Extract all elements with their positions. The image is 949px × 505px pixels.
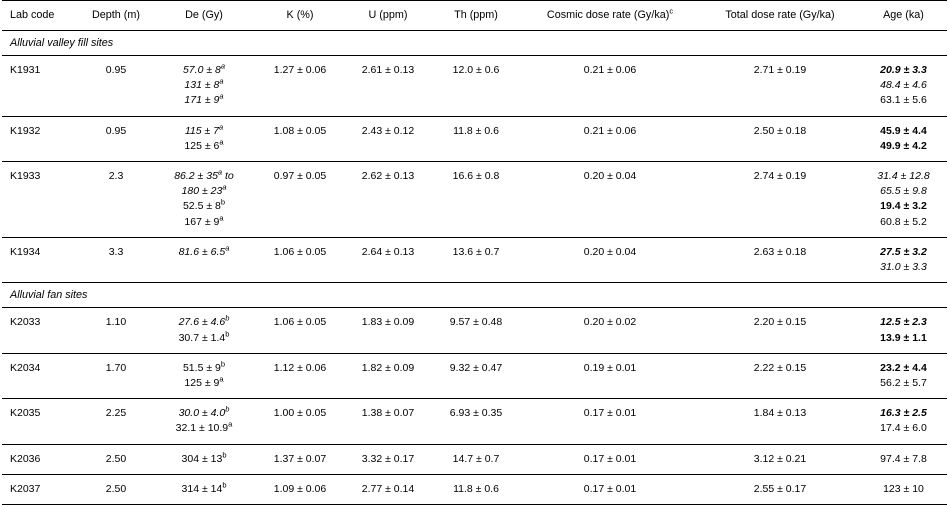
cell-u xyxy=(344,55,432,116)
cell-k-line: 1.06 ± 0.05 xyxy=(273,245,327,258)
cell-lab-code-lines xyxy=(10,482,77,497)
cell-u-line: 2.43 ± 0.12 xyxy=(361,124,415,137)
cell-th-line: 14.7 ± 0.7 xyxy=(452,452,500,465)
cell-de-line: $125 \pm 9^a$ xyxy=(184,374,224,390)
cell-u-lines xyxy=(347,452,429,467)
cell-de-line: 32.1 ± 10.9$^a$ xyxy=(175,419,233,435)
cell-depth-line: 0.95 xyxy=(105,63,127,76)
cell-cosmic-dose-rate xyxy=(520,444,700,474)
cell-lab-code-line: K1932 xyxy=(10,124,41,137)
cell-age-lines xyxy=(863,63,944,109)
cell-age xyxy=(860,237,947,282)
column-header-depth: Depth (m) xyxy=(80,1,152,31)
cell-age-line: 48.4 ± 4.6 xyxy=(880,79,927,92)
cell-k-lines xyxy=(259,315,341,330)
cell-depth-line: 1.10 xyxy=(105,316,127,329)
cell-de xyxy=(152,444,256,474)
cell-de xyxy=(152,399,256,444)
cell-total-dose-rate xyxy=(700,237,860,282)
cell-total-dose-rate-lines xyxy=(703,124,857,139)
cell-age-line: 49.9 ± 4.2 xyxy=(880,139,927,152)
cell-k-line: 1.08 ± 0.05 xyxy=(273,124,327,137)
column-header-u: U (ppm) xyxy=(344,1,432,31)
cell-de-line: 30.0 ± 4.0$^b$ xyxy=(178,404,230,420)
cell-depth xyxy=(80,55,152,116)
cell-de-line: $125 \pm 6^a$ xyxy=(184,137,224,152)
cell-th xyxy=(432,308,520,353)
cell-de xyxy=(152,353,256,398)
cell-th-lines xyxy=(435,482,517,497)
cell-lab-code-line: K2034 xyxy=(10,361,41,374)
cell-age-lines xyxy=(863,169,944,230)
cell-th xyxy=(432,353,520,398)
cell-th xyxy=(432,399,520,444)
cell-cosmic-dose-rate xyxy=(520,308,700,353)
cell-total-dose-rate-lines xyxy=(703,361,857,376)
cell-age-lines xyxy=(863,406,944,436)
cell-u-line: 2.62 ± 0.13 xyxy=(361,170,415,183)
cell-th xyxy=(432,237,520,282)
cell-depth-lines xyxy=(83,406,149,421)
cell-lab-code-line: K2036 xyxy=(10,452,41,465)
cell-depth xyxy=(80,474,152,504)
cell-th-lines xyxy=(435,452,517,467)
cell-th-line: 11.8 ± 0.6 xyxy=(453,124,499,137)
column-header-total-dose-rate: Total dose rate (Gy/ka) xyxy=(700,1,860,31)
cell-u xyxy=(344,353,432,398)
cell-lab-code-lines xyxy=(10,63,77,78)
table-row xyxy=(2,162,947,238)
cell-age-line: 123 ± 10 xyxy=(883,482,924,495)
cell-age-line: 13.9 ± 1.1 xyxy=(880,331,927,344)
cell-cosmic-dose-rate xyxy=(520,399,700,444)
cell-age-line: 45.9 ± 4.4 xyxy=(880,124,927,137)
cell-lab-code-line: K1934 xyxy=(10,245,41,258)
cell-depth xyxy=(80,444,152,474)
cell-k xyxy=(256,444,344,474)
cell-depth-line: 0.95 xyxy=(105,124,127,137)
cell-k-lines xyxy=(259,361,341,376)
cell-u-line: 1.82 ± 0.09 xyxy=(361,361,415,374)
cell-total-dose-rate xyxy=(700,308,860,353)
cell-th-line: 9.32 ± 0.47 xyxy=(449,361,503,374)
cell-k xyxy=(256,399,344,444)
cell-th xyxy=(432,55,520,116)
cell-total-dose-rate-line: 1.84 ± 0.13 xyxy=(753,407,807,420)
cell-u-lines xyxy=(347,361,429,376)
cell-lab-code xyxy=(2,353,80,398)
cell-cosmic-dose-rate-lines xyxy=(523,169,697,184)
cell-age xyxy=(860,474,947,504)
cell-de-line: $115 \pm 7^a$ xyxy=(184,122,224,137)
cell-cosmic-dose-rate-line: 0.17 ± 0.01 xyxy=(583,407,637,420)
cell-cosmic-dose-rate xyxy=(520,353,700,398)
cell-de-line: $304 \pm 13^b$ xyxy=(181,450,227,465)
cell-de xyxy=(152,308,256,353)
cell-u-lines xyxy=(347,245,429,260)
cell-depth-line: 1.70 xyxy=(105,361,127,374)
cell-th-lines xyxy=(435,245,517,260)
cell-u xyxy=(344,474,432,504)
cell-k-line: 1.06 ± 0.05 xyxy=(273,316,327,329)
cell-lab-code-lines xyxy=(10,315,77,330)
cell-k-lines xyxy=(259,406,341,421)
table-row xyxy=(2,474,947,504)
cell-de xyxy=(152,237,256,282)
cell-k xyxy=(256,162,344,238)
table-row xyxy=(2,116,947,161)
cell-de xyxy=(152,474,256,504)
cell-cosmic-dose-rate-line: 0.17 ± 0.01 xyxy=(583,452,637,465)
table-row xyxy=(2,353,947,398)
cell-k-lines xyxy=(259,169,341,184)
cell-cosmic-dose-rate-line: 0.19 ± 0.01 xyxy=(583,361,637,374)
cell-total-dose-rate-line: 2.55 ± 0.17 xyxy=(753,482,807,495)
cell-th-lines xyxy=(435,169,517,184)
cell-cosmic-dose-rate-line: 0.21 ± 0.06 xyxy=(583,124,637,137)
cell-depth-lines xyxy=(83,124,149,139)
cell-depth-line: 2.50 xyxy=(105,482,127,495)
cell-k xyxy=(256,237,344,282)
cell-cosmic-dose-rate-lines xyxy=(523,361,697,376)
cell-th-line: 13.6 ± 0.7 xyxy=(452,245,500,258)
cell-age-line: 20.9 ± 3.3 xyxy=(880,63,927,76)
cell-de-line: 30.7 ± 1.4$^b$ xyxy=(178,329,230,344)
cell-lab-code-lines xyxy=(10,361,77,376)
cell-lab-code xyxy=(2,116,80,161)
cell-de-line: $51.5 \pm 9^b$ xyxy=(182,359,226,374)
cell-th-lines xyxy=(435,315,517,330)
cell-depth xyxy=(80,399,152,444)
cell-th xyxy=(432,474,520,504)
cell-total-dose-rate-line: 2.74 ± 0.19 xyxy=(753,170,807,183)
cell-depth-lines xyxy=(83,63,149,78)
cell-age xyxy=(860,55,947,116)
cell-lab-code xyxy=(2,444,80,474)
cell-cosmic-dose-rate-lines xyxy=(523,406,697,421)
cell-lab-code xyxy=(2,308,80,353)
column-header-cosmic-footnote: c xyxy=(669,6,674,16)
cell-th-line: 16.6 ± 0.8 xyxy=(452,170,500,183)
cell-lab-code-lines xyxy=(10,245,77,260)
section-heading-label: Alluvial fan sites xyxy=(2,283,947,308)
column-header-k: K (%) xyxy=(256,1,344,31)
cell-u-line: 3.32 ± 0.17 xyxy=(361,452,415,465)
cell-age-lines xyxy=(863,315,944,345)
cell-depth-line: 2.50 xyxy=(105,452,127,465)
cell-age-line: 12.5 ± 2.3 xyxy=(880,316,927,329)
cell-lab-code xyxy=(2,162,80,238)
cell-k-lines xyxy=(259,482,341,497)
cell-de-lines xyxy=(155,169,253,230)
cell-th xyxy=(432,162,520,238)
column-header-cosmic-dose-rate xyxy=(520,1,700,31)
cell-de-line: 81.6 ± 6.5$^a$ xyxy=(178,243,230,258)
cell-age xyxy=(860,116,947,161)
cell-u-line: 2.64 ± 0.13 xyxy=(361,245,415,258)
cell-th xyxy=(432,116,520,161)
cell-age-lines xyxy=(863,124,944,154)
cell-total-dose-rate-line: 2.50 ± 0.18 xyxy=(753,124,807,137)
cell-total-dose-rate xyxy=(700,474,860,504)
cell-th-line: 6.93 ± 0.35 xyxy=(449,407,503,420)
section-heading-row xyxy=(2,30,947,55)
table-header xyxy=(2,1,947,31)
cell-cosmic-dose-rate xyxy=(520,116,700,161)
cell-age-line: 17.4 ± 6.0 xyxy=(880,422,927,435)
table-row xyxy=(2,444,947,474)
cell-lab-code-lines xyxy=(10,452,77,467)
cell-total-dose-rate-lines xyxy=(703,169,857,184)
cell-de-line: 27.6 ± 4.6$^b$ xyxy=(178,313,230,329)
cell-age xyxy=(860,353,947,398)
cell-lab-code-lines xyxy=(10,169,77,184)
cell-k-line: 1.09 ± 0.06 xyxy=(273,482,327,495)
cell-total-dose-rate-lines xyxy=(703,245,857,260)
cell-lab-code xyxy=(2,399,80,444)
cell-de-lines xyxy=(155,124,253,154)
cell-de-lines xyxy=(155,482,253,497)
cell-cosmic-dose-rate-line: 0.20 ± 0.04 xyxy=(583,245,637,258)
cell-cosmic-dose-rate-lines xyxy=(523,124,697,139)
cell-k-line: 1.00 ± 0.05 xyxy=(273,407,327,420)
cell-de xyxy=(152,55,256,116)
cell-de-lines xyxy=(155,452,253,467)
cell-depth-lines xyxy=(83,169,149,184)
cell-th-lines xyxy=(435,406,517,421)
cell-k xyxy=(256,308,344,353)
header-row xyxy=(2,1,947,31)
cell-u-lines xyxy=(347,124,429,139)
cell-k-line: 1.12 ± 0.06 xyxy=(273,361,327,374)
cell-u-line: 2.77 ± 0.14 xyxy=(361,482,415,495)
cell-k-line: 0.97 ± 0.05 xyxy=(273,170,327,183)
cell-u xyxy=(344,444,432,474)
cell-u-lines xyxy=(347,315,429,330)
cell-de-line: $167 \pm 9^a$ xyxy=(184,213,224,228)
column-header-th: Th (ppm) xyxy=(432,1,520,31)
cell-cosmic-dose-rate-line: 0.20 ± 0.04 xyxy=(583,170,637,183)
cell-u-line: 2.61 ± 0.13 xyxy=(361,63,415,76)
cell-age-line: 31.0 ± 3.3 xyxy=(880,261,927,274)
cell-u xyxy=(344,399,432,444)
cell-k xyxy=(256,474,344,504)
cell-total-dose-rate-lines xyxy=(703,406,857,421)
cell-cosmic-dose-rate-lines xyxy=(523,452,697,467)
cell-u-lines xyxy=(347,169,429,184)
cell-total-dose-rate-lines xyxy=(703,482,857,497)
cell-age-line: 65.5 ± 9.8 xyxy=(880,185,927,198)
cell-cosmic-dose-rate xyxy=(520,474,700,504)
cell-age-line: 63.1 ± 5.6 xyxy=(880,94,927,107)
cell-age-lines xyxy=(863,452,944,467)
cell-de-lines xyxy=(155,406,253,436)
cell-age-lines xyxy=(863,245,944,275)
cell-cosmic-dose-rate-line: 0.17 ± 0.01 xyxy=(583,482,637,495)
cell-u xyxy=(344,308,432,353)
cell-depth-line: 2.25 xyxy=(105,407,127,420)
cell-age xyxy=(860,399,947,444)
cell-u-line: 1.38 ± 0.07 xyxy=(361,407,415,420)
cell-lab-code xyxy=(2,237,80,282)
cell-k-line: 1.37 ± 0.07 xyxy=(273,452,327,465)
cell-depth-lines xyxy=(83,315,149,330)
cell-lab-code-line: K1933 xyxy=(10,170,41,183)
cell-u-lines xyxy=(347,482,429,497)
cell-de-lines xyxy=(155,361,253,391)
cell-total-dose-rate-line: 3.12 ± 0.21 xyxy=(753,452,807,465)
cell-total-dose-rate xyxy=(700,399,860,444)
cell-de-lines xyxy=(155,315,253,345)
cell-total-dose-rate-lines xyxy=(703,452,857,467)
cell-de-line: $131 \pm 8^a$ xyxy=(184,76,224,92)
cell-lab-code-line: K1931 xyxy=(10,63,41,76)
cell-de xyxy=(152,116,256,161)
cell-cosmic-dose-rate-line: 0.21 ± 0.06 xyxy=(583,63,637,76)
cell-depth-lines xyxy=(83,482,149,497)
cell-depth-line: 2.3 xyxy=(108,170,124,183)
cell-depth xyxy=(80,162,152,238)
column-header-de: De (Gy) xyxy=(152,1,256,31)
cell-de-lines xyxy=(155,63,253,109)
cell-cosmic-dose-rate-lines xyxy=(523,63,697,78)
cell-de-line: $57.0 \pm 8^a$ xyxy=(182,61,226,76)
cell-de-lines xyxy=(155,245,253,260)
column-header-lab-code: Lab code xyxy=(2,1,80,31)
cell-th-line: 9.57 ± 0.48 xyxy=(449,316,503,329)
cell-lab-code-line: K2035 xyxy=(10,407,41,420)
cell-cosmic-dose-rate xyxy=(520,237,700,282)
cell-cosmic-dose-rate xyxy=(520,162,700,238)
cell-age-line: 31.4 ± 12.8 xyxy=(877,170,930,183)
cell-age-line: 97.4 ± 7.8 xyxy=(880,452,927,465)
cell-k xyxy=(256,353,344,398)
cell-depth-line: 3.3 xyxy=(108,245,124,258)
cell-age-line: 27.5 ± 3.2 xyxy=(880,245,927,258)
cell-age-line: 56.2 ± 5.7 xyxy=(880,377,927,390)
cell-cosmic-dose-rate-lines xyxy=(523,482,697,497)
cell-total-dose-rate-line: 2.22 ± 0.15 xyxy=(753,361,807,374)
table-row xyxy=(2,55,947,116)
column-header-cosmic-text: Cosmic dose rate (Gy/ka) xyxy=(546,9,670,21)
cell-u-lines xyxy=(347,406,429,421)
cell-k-lines xyxy=(259,124,341,139)
cell-depth xyxy=(80,116,152,161)
cell-total-dose-rate-line: 2.71 ± 0.19 xyxy=(753,63,807,76)
cell-de-line: $171 \pm 9^a$ xyxy=(184,91,224,107)
cell-k-lines xyxy=(259,63,341,78)
cell-cosmic-dose-rate-line: 0.20 ± 0.02 xyxy=(583,316,637,329)
cell-total-dose-rate-line: 2.63 ± 0.18 xyxy=(753,245,807,258)
cell-th xyxy=(432,444,520,474)
cell-depth-lines xyxy=(83,452,149,467)
cell-age-line: 60.8 ± 5.2 xyxy=(880,215,927,228)
cell-k-lines xyxy=(259,245,341,260)
cell-total-dose-rate-lines xyxy=(703,315,857,330)
cell-age-lines xyxy=(863,361,944,391)
cell-th-line: 11.8 ± 0.6 xyxy=(453,482,499,495)
cell-total-dose-rate xyxy=(700,55,860,116)
cell-age-line: 19.4 ± 3.2 xyxy=(880,200,927,213)
cell-lab-code-line: K2037 xyxy=(10,482,41,495)
cell-cosmic-dose-rate-lines xyxy=(523,315,697,330)
cell-th-lines xyxy=(435,124,517,139)
cell-u-line: 1.83 ± 0.09 xyxy=(361,316,415,329)
cell-age xyxy=(860,308,947,353)
table-row xyxy=(2,237,947,282)
cell-th-lines xyxy=(435,361,517,376)
cell-k-lines xyxy=(259,452,341,467)
cell-depth xyxy=(80,237,152,282)
cell-depth-lines xyxy=(83,361,149,376)
column-header-age: Age (ka) xyxy=(860,1,947,31)
osl-dating-table xyxy=(2,0,947,505)
cell-de-line: $52.5 \pm 8^b$ xyxy=(182,197,226,213)
cell-depth xyxy=(80,353,152,398)
section-heading-row xyxy=(2,283,947,308)
section-heading-label: Alluvial valley fill sites xyxy=(2,30,947,55)
cell-lab-code-line: K2033 xyxy=(10,316,41,329)
cell-de xyxy=(152,162,256,238)
cell-age-lines xyxy=(863,482,944,497)
cell-u xyxy=(344,116,432,161)
cell-u xyxy=(344,162,432,238)
cell-k xyxy=(256,55,344,116)
table-row xyxy=(2,399,947,444)
cell-age xyxy=(860,444,947,474)
cell-age-line: 23.2 ± 4.4 xyxy=(880,361,927,374)
cell-total-dose-rate xyxy=(700,116,860,161)
cell-lab-code xyxy=(2,55,80,116)
cell-u-lines xyxy=(347,63,429,78)
cell-age xyxy=(860,162,947,238)
cell-de-line: $314 \pm 14^b$ xyxy=(181,480,227,495)
cell-de-line: $86.2 \pm 35^a$ to xyxy=(174,167,234,183)
cell-total-dose-rate-line: 2.20 ± 0.15 xyxy=(753,316,807,329)
cell-de-line: $180 \pm 23^a$ xyxy=(181,182,227,198)
cell-k-line: 1.27 ± 0.06 xyxy=(273,63,327,76)
cell-depth xyxy=(80,308,152,353)
cell-u xyxy=(344,237,432,282)
table-body xyxy=(2,30,947,504)
cell-cosmic-dose-rate xyxy=(520,55,700,116)
cell-lab-code-lines xyxy=(10,124,77,139)
cell-k xyxy=(256,116,344,161)
table-row xyxy=(2,308,947,353)
cell-total-dose-rate xyxy=(700,444,860,474)
cell-th-lines xyxy=(435,63,517,78)
cell-total-dose-rate xyxy=(700,162,860,238)
cell-total-dose-rate-lines xyxy=(703,63,857,78)
cell-cosmic-dose-rate-lines xyxy=(523,245,697,260)
cell-depth-lines xyxy=(83,245,149,260)
cell-lab-code xyxy=(2,474,80,504)
cell-th-line: 12.0 ± 0.6 xyxy=(452,63,500,76)
cell-age-line: 16.3 ± 2.5 xyxy=(880,407,927,420)
cell-total-dose-rate xyxy=(700,353,860,398)
cell-lab-code-lines xyxy=(10,406,77,421)
